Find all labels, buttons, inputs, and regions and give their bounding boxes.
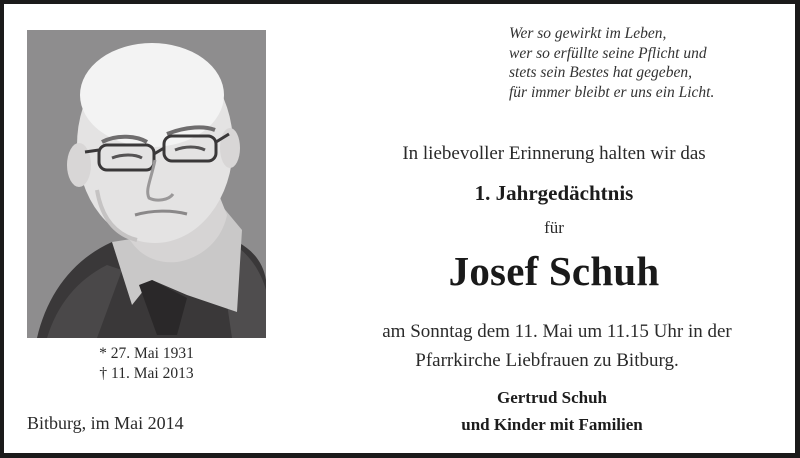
life-dates <box>27 344 266 383</box>
intro-text: In liebevoller Erinnerung halten wir das <box>402 143 706 164</box>
service-line-2: Pfarrkirche Liebfrauen zu Bitburg. <box>415 350 679 371</box>
signature-line-2: und Kinder mit Familien <box>461 415 643 434</box>
for-text: für <box>544 218 564 237</box>
poem-line: wer so erfüllte seine Pflicht und <box>509 44 707 62</box>
place-and-date: Bitburg, im Mai 2014 <box>27 413 184 433</box>
birth-date: * 27. Mai 1931 <box>99 345 194 362</box>
portrait-illustration <box>27 30 266 338</box>
anniversary-heading: 1. Jahrgedächtnis <box>474 181 634 205</box>
poem-line: Wer so gewirkt im Leben, <box>509 25 667 42</box>
poem-line: für immer bleibt er uns ein Licht. <box>509 83 715 101</box>
memorial-poem <box>509 24 714 102</box>
deceased-name: Josef Schuh <box>448 248 660 294</box>
service-line-1: am Sonntag dem 11. Mai um 11.15 Uhr in der <box>382 321 732 342</box>
death-date: † 11. Mai 2013 <box>99 364 194 382</box>
signature-line-1: Gertrud Schuh <box>496 388 608 407</box>
poem-line: stets sein Bestes hat gegeben, <box>509 64 692 81</box>
portrait-photo <box>27 30 266 338</box>
